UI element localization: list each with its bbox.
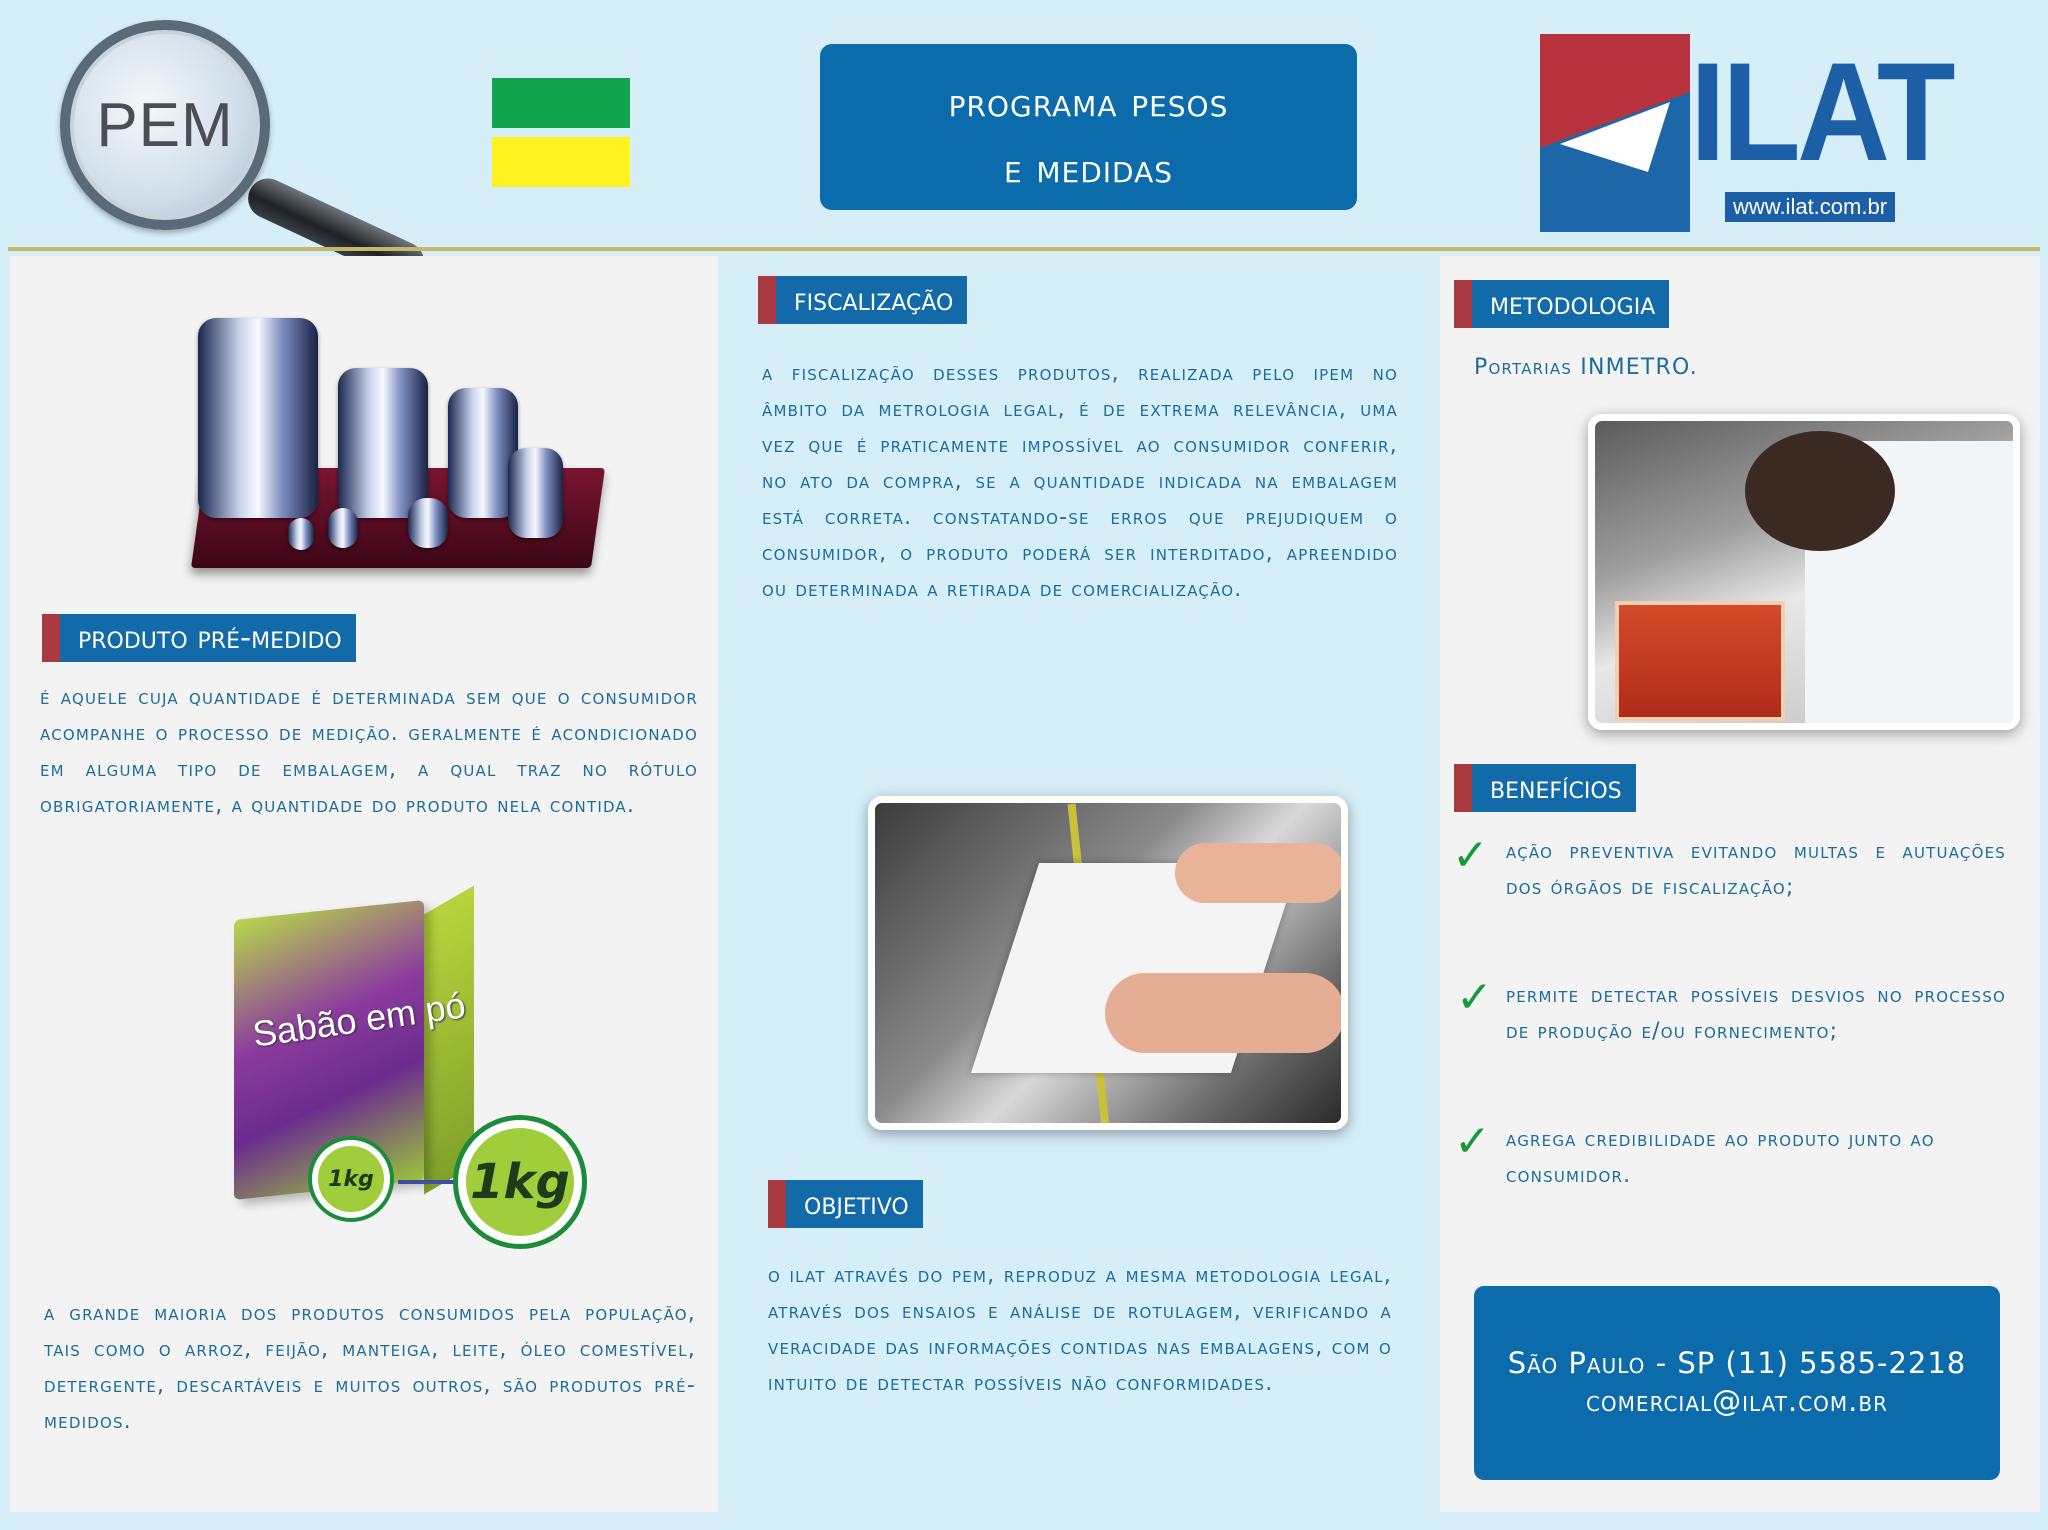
hand-upper — [1175, 843, 1345, 903]
weight-tiny-2 — [328, 508, 358, 548]
header-divider — [8, 247, 2040, 251]
produto-paragraph-1: é aquele cuja quantidade é determinada sem que o consumidor acompanhe o processo de medição. geralmente é acondicionado em alguma tipo de embalagem, a qual traz no rótulo obrigatoriamente, a quantidade do produto nela contida. — [40, 685, 698, 818]
fiscalizacao-paragraph: a fiscalização desses produtos, realizada pelo ipem no âmbito da metrologia legal, é de extrema relevância, uma vez que é praticamente impossível ao consumidor conferir, no ato da compra, se a quantidade indicada na embalagem está correta. constatando-se erros que prejudiquem o consumidor, o produto poderá ser interditado, apreendido ou determinada a retirada de comercialização. — [762, 361, 1398, 602]
benefit-item-1: ação preventiva evitando multas e autuações dos órgãos de fiscalização; — [1506, 839, 2006, 900]
inspection-photo — [868, 796, 1348, 1130]
ilat-logo — [1540, 32, 1952, 228]
weight-medium — [338, 368, 428, 518]
contact-email[interactable]: comercial@ilat.com.br — [1585, 1384, 1889, 1418]
middle-column — [728, 256, 1432, 1512]
title-line-1: programa pesos — [948, 80, 1229, 126]
ilat-url: www.ilat.com.br — [1725, 192, 1895, 222]
flag-green-stripe — [492, 78, 630, 128]
section-heading-fiscalizacao: fiscalização — [758, 276, 967, 324]
ilat-logo-word: ILAT — [1690, 33, 1952, 190]
lab-technician-photo — [1588, 414, 2020, 730]
section-heading-objetivo: objetivo — [768, 1180, 923, 1228]
check-icon: ✓ — [1456, 972, 1493, 1023]
benefit-item-3: agrega credibilidade ao produto junto ao consumidor. — [1506, 1127, 1935, 1188]
left-column — [10, 256, 718, 1512]
title-line-2: e medidas — [1003, 146, 1174, 192]
section-heading-beneficios: benefícios — [1454, 764, 1636, 812]
pem-magnifier-logo — [60, 20, 480, 250]
soap-box-label: Sabão em pó — [250, 984, 468, 1055]
flag-yellow-stripe — [492, 137, 630, 187]
hand-lower — [1105, 973, 1345, 1053]
title-banner — [820, 44, 1357, 210]
weight-large — [198, 318, 318, 518]
weight-badge-small: 1kg — [312, 1140, 390, 1218]
contact-box — [1474, 1286, 2000, 1480]
weight-small — [508, 448, 563, 538]
section-heading-produto: produto pré-medido — [42, 614, 356, 662]
produto-paragraph-2: a grande maioria dos produtos consumidos pela população, tais como o arroz, feijão, manteiga, leite, óleo comestível, detergente, descartáveis e muitos outros, são produtos pré-medidos. — [44, 1301, 696, 1434]
magnifier-lens-icon — [60, 20, 270, 230]
weight-badge-large: 1kg — [458, 1120, 582, 1244]
weights-image — [178, 268, 598, 598]
weight-tiny-3 — [288, 518, 314, 550]
objetivo-paragraph: o ilat através do pem, reproduz a mesma metodologia legal, através dos ensaios e análise de rotulagem, verificando a veracidade das informações contidas nas embalagens, com o intuito de detectar possíveis não conformidades. — [768, 1263, 1392, 1396]
metodologia-text: Portarias INMETRO. — [1474, 355, 1698, 380]
weight-tiny-1 — [408, 498, 448, 548]
header — [0, 0, 2048, 250]
benefit-item-2: permite detectar possíveis desvios no processo de produção e/ou fornecimento; — [1506, 983, 2006, 1044]
soap-product-image — [228, 910, 588, 1250]
right-column — [1440, 256, 2040, 1512]
check-icon: ✓ — [1452, 830, 1489, 881]
pem-logo-text: PEM — [96, 90, 234, 160]
section-heading-metodologia: metodologia — [1454, 280, 1669, 328]
technician-head — [1745, 431, 1895, 551]
contact-phone: São Paulo - SP (11) 5585-2218 — [1507, 1346, 1967, 1380]
product-box — [1615, 601, 1785, 721]
check-icon: ✓ — [1454, 1116, 1491, 1167]
